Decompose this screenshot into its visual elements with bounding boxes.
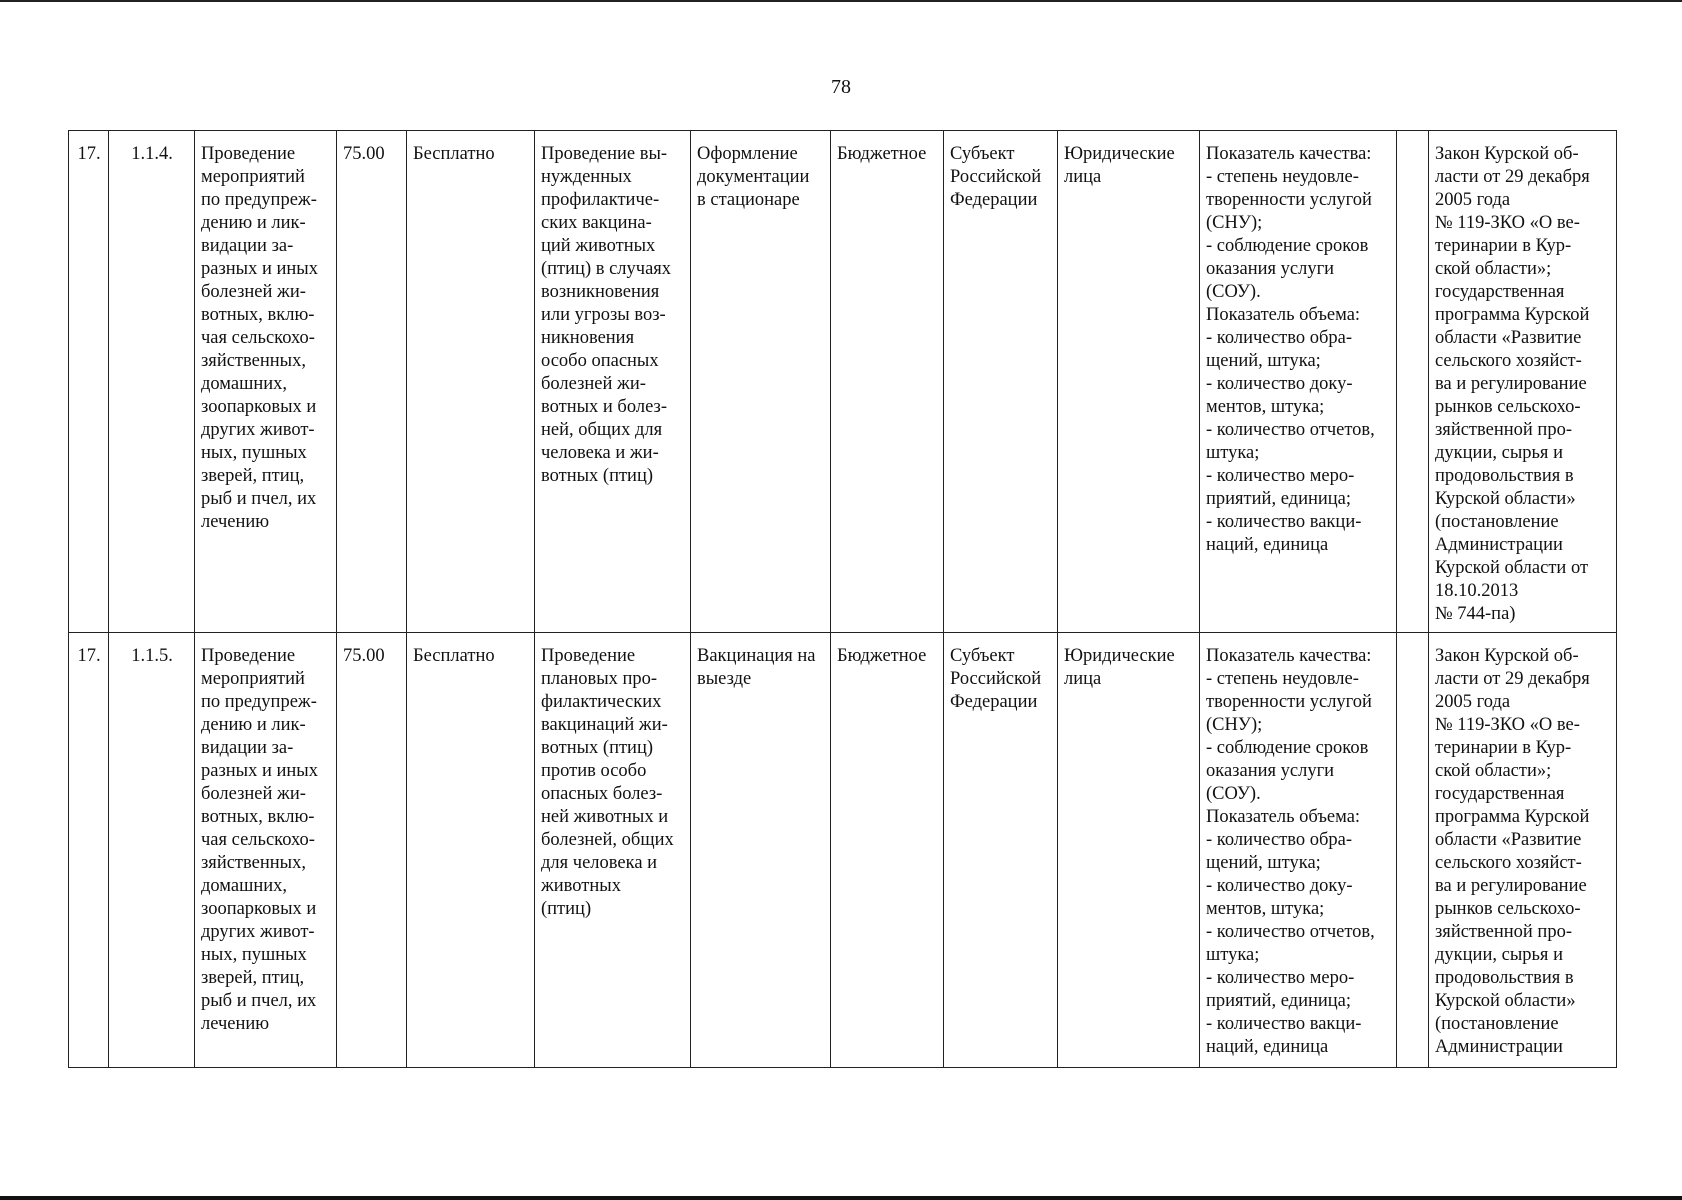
cell-form: Вакцинация на выезде xyxy=(691,633,831,1068)
cell-row-number: 17. xyxy=(69,633,109,1068)
cell-consumer: Юридические лица xyxy=(1058,633,1200,1068)
cell-empty xyxy=(1397,633,1429,1068)
cell-type: Бюджетное xyxy=(831,633,944,1068)
cell-payment: Бесплатно xyxy=(407,131,535,633)
cell-content: Проведение вы- нужденных профилактиче- ских вакцина- ций животных (птиц) в случаях возникновения или угрозы воз- никновения особо опасных болезней жи- вотных и болез- ней, общих для человека и жи- вотных (птиц) xyxy=(535,131,691,633)
services-table xyxy=(68,130,1617,1068)
cell-consumer: Юридические лица xyxy=(1058,131,1200,633)
cell-service-name: Проведение мероприятий по предупреж- дению и лик- видации за- разных и иных болезней жи- вотных, вклю- чая сельскохо- зяйственных, домашних, зоопарковых и других живот- ных, пушных зверей, птиц, рыб и пчел, их лечению xyxy=(195,131,337,633)
cell-service-code: 1.1.5. xyxy=(109,633,195,1068)
cell-content: Проведение плановых про- филактических вакцинаций жи- вотных (птиц) против особо опасных болез- ней животных и болезней, общих для человека и животных (птиц) xyxy=(535,633,691,1068)
cell-indicators: Показатель качества: - степень неудовле- творенности услугой (СНУ); - соблюдение сроков оказания услуги (СОУ). Показатель объема: - количество обра- щений, штука; - количество доку- ментов, штука; - количество отчетов, штука; - количество меро- приятий, единица; - количество вакци- наций, единица xyxy=(1200,633,1397,1068)
cell-form: Оформление документации в стационаре xyxy=(691,131,831,633)
cell-service-code: 1.1.4. xyxy=(109,131,195,633)
cell-subject: Субъект Российской Федерации xyxy=(944,131,1058,633)
cell-law: Закон Курской об- ласти от 29 декабря 2005 года № 119-ЗКО «О ве- теринарии в Кур- ской области»; государственная программа Курской области «Развитие сельского хозяйст- ва и регулирование рынков сельскохо- зяйственной про- дукции, сырья и продовольствия в Курской области» (постановление Администрации Курской области от 18.10.2013 № 744-па) xyxy=(1429,131,1617,633)
top-scan-edge xyxy=(0,0,1682,2)
page-number: 78 xyxy=(831,76,851,98)
cell-type: Бюджетное xyxy=(831,131,944,633)
cell-indicators: Показатель качества: - степень неудовле- творенности услугой (СНУ); - соблюдение сроков оказания услуги (СОУ). Показатель объема: - количество обра- щений, штука; - количество доку- ментов, штука; - количество отчетов, штука; - количество меро- приятий, единица; - количество вакци- наций, единица xyxy=(1200,131,1397,633)
table-row xyxy=(69,131,1617,633)
cell-subject: Субъект Российской Федерации xyxy=(944,633,1058,1068)
cell-price: 75.00 xyxy=(337,633,407,1068)
cell-price: 75.00 xyxy=(337,131,407,633)
cell-payment: Бесплатно xyxy=(407,633,535,1068)
table-row xyxy=(69,633,1617,1068)
cell-law: Закон Курской об- ласти от 29 декабря 2005 года № 119-ЗКО «О ве- теринарии в Кур- ской области»; государственная программа Курской области «Развитие сельского хозяйст- ва и регулирование рынков сельскохо- зяйственной про- дукции, сырья и продовольствия в Курской области» (постановление Администрации xyxy=(1429,633,1617,1068)
cell-empty xyxy=(1397,131,1429,633)
cell-row-number: 17. xyxy=(69,131,109,633)
bottom-scan-edge xyxy=(0,1196,1682,1200)
cell-service-name: Проведение мероприятий по предупреж- дению и лик- видации за- разных и иных болезней жи- вотных, вклю- чая сельскохо- зяйственных, домашних, зоопарковых и других живот- ных, пушных зверей, птиц, рыб и пчел, их лечению xyxy=(195,633,337,1068)
